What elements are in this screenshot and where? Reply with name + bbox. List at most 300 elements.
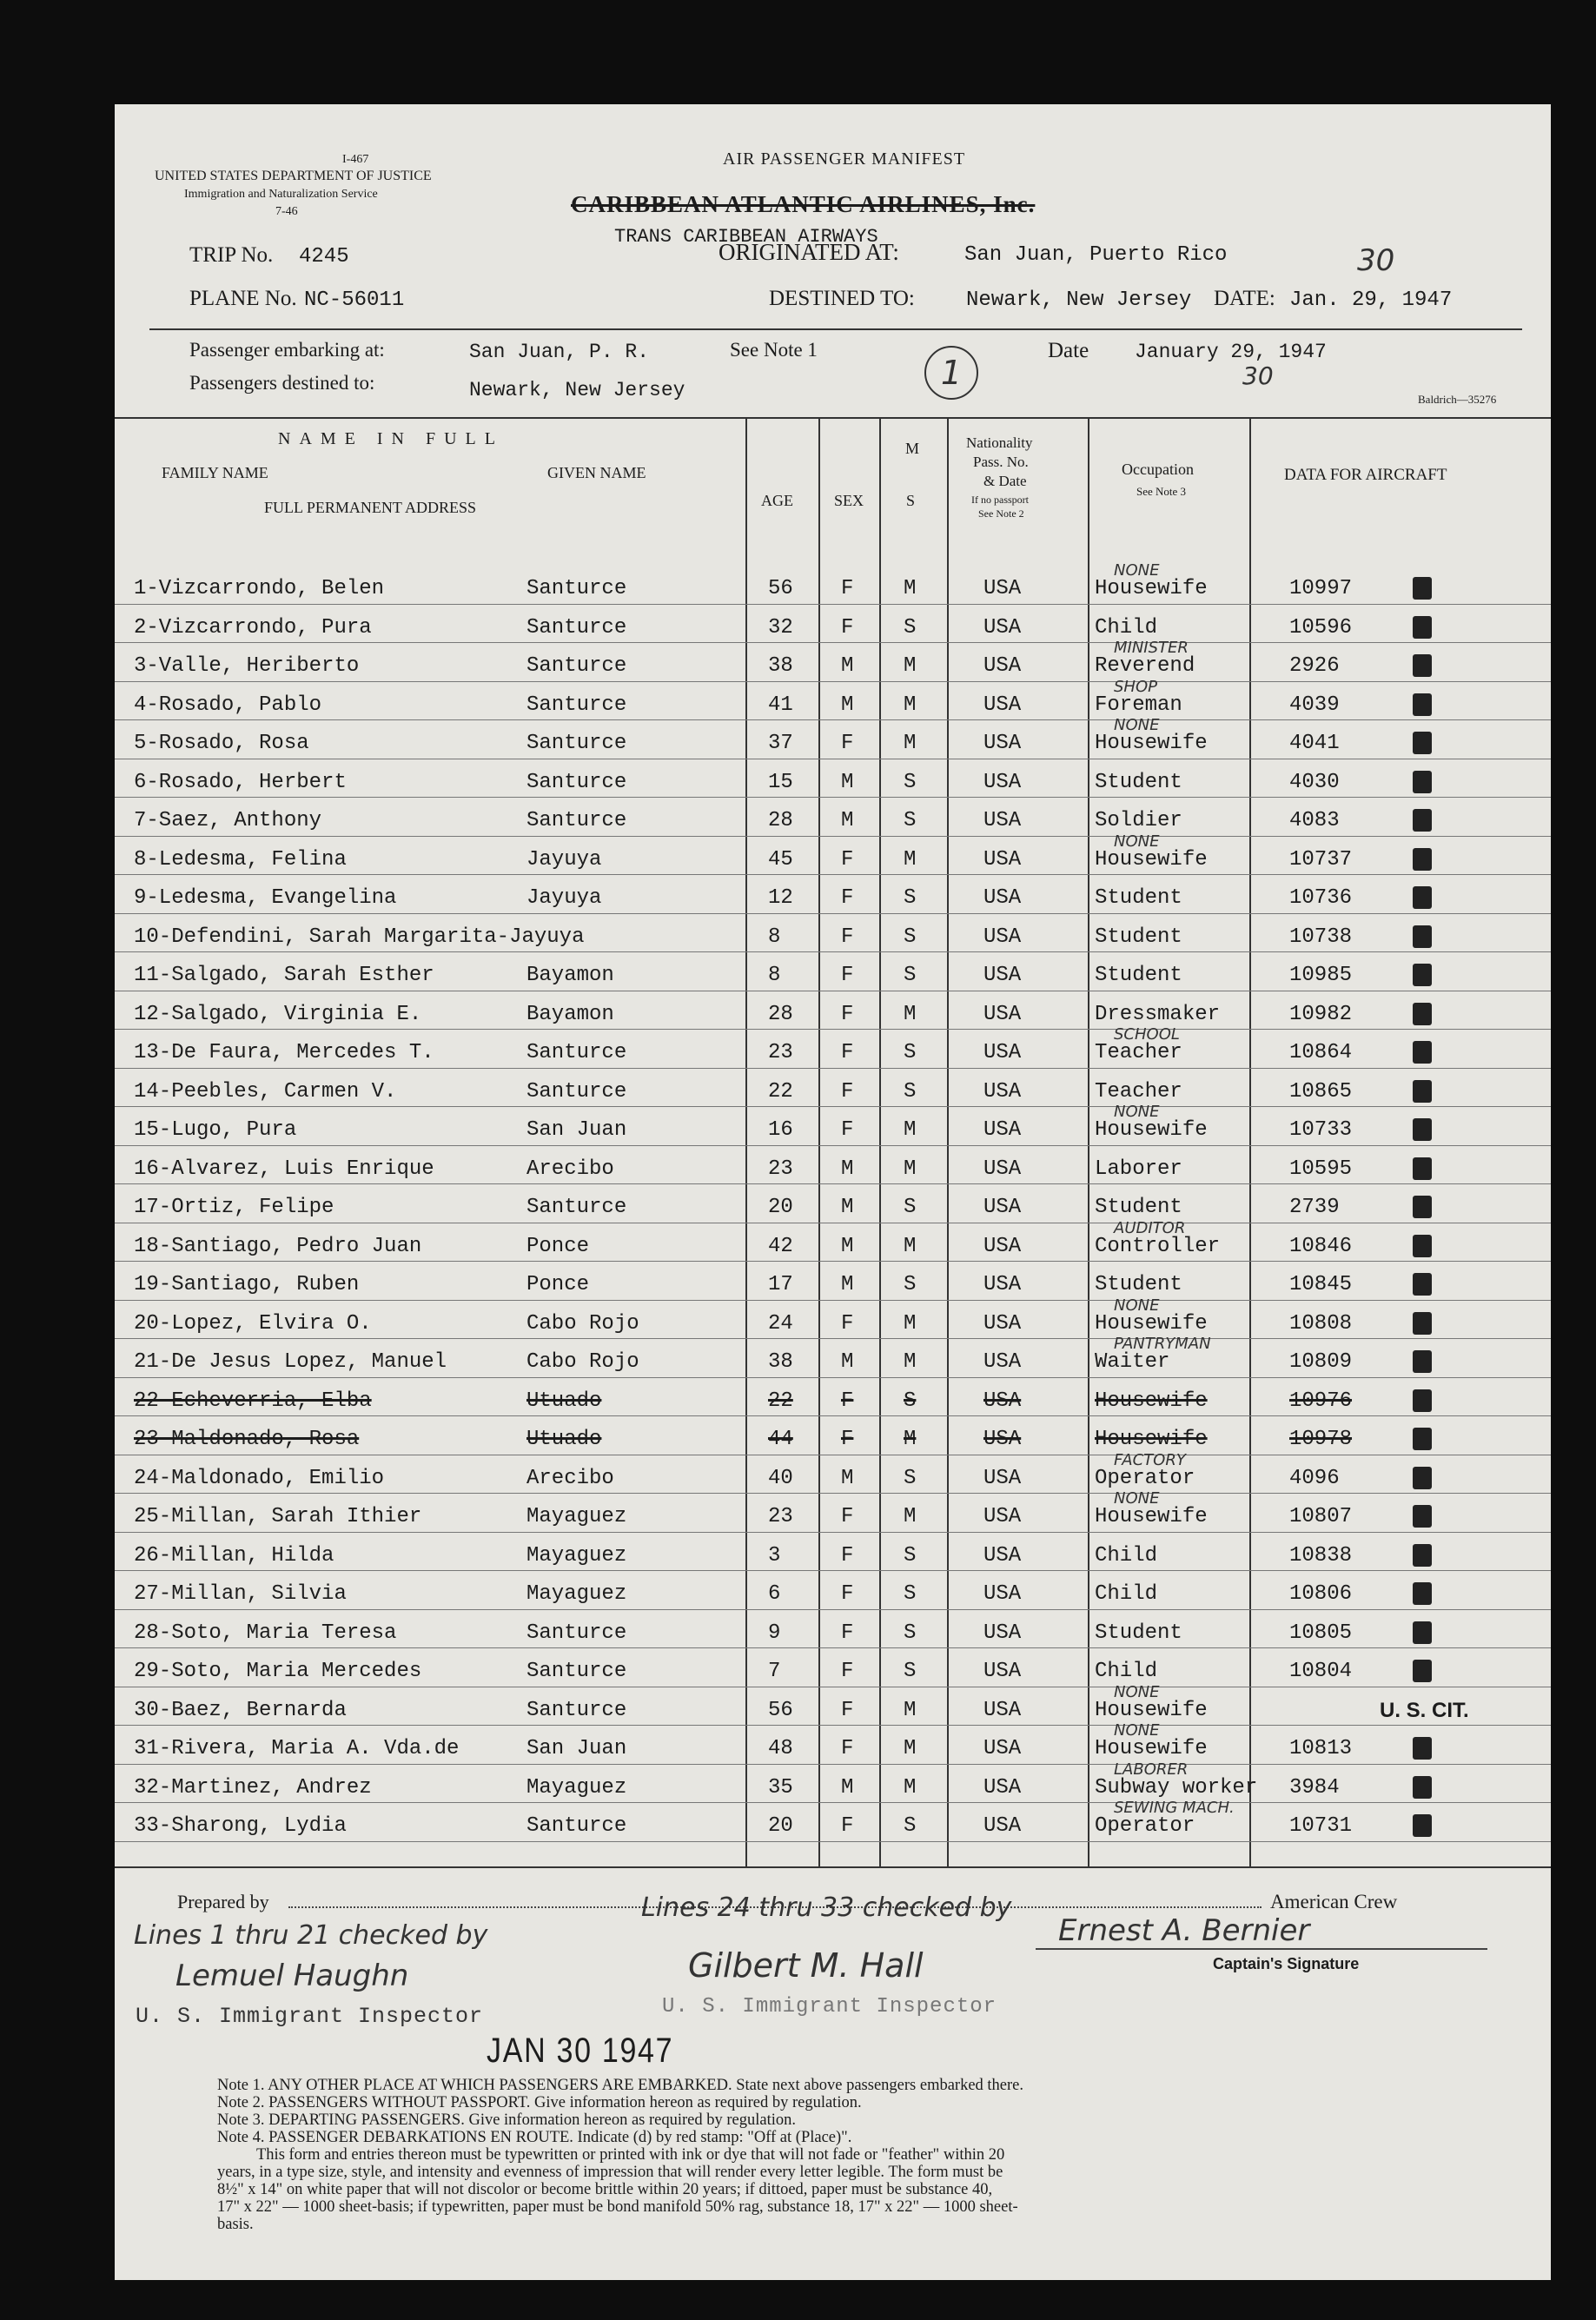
passenger-occupation: Housewife — [1095, 732, 1208, 755]
destined2-label: Passengers destined to: — [189, 372, 375, 394]
passenger-sex: M — [841, 654, 854, 678]
passenger-aircraft-data: 10595 — [1289, 1157, 1353, 1181]
originated-value: San Juan, Puerto Rico — [964, 243, 1228, 267]
passenger-nationality: USA — [983, 809, 1022, 832]
passenger-occupation: Housewife — [1095, 1737, 1208, 1760]
form-instructions-line-5: basis. — [217, 2216, 254, 2233]
passenger-occupation: Controller — [1095, 1234, 1221, 1258]
heading-occupation: Occupation — [1122, 461, 1194, 478]
passenger-address: Mayaguez — [526, 1543, 627, 1568]
handwritten-occupation-note: SEWING MACH. — [1114, 1799, 1235, 1817]
handwritten-occupation-note: LABORER — [1114, 1760, 1189, 1779]
heading-no-passport: If no passport — [971, 494, 1029, 506]
dept-line-1: UNITED STATES DEPARTMENT OF JUSTICE — [155, 169, 432, 183]
col-divider-ms — [879, 417, 881, 1866]
passenger-age: 20 — [768, 1196, 793, 1219]
handwritten-occupation-note: NONE — [1114, 832, 1160, 851]
passenger-marital-status: S — [904, 615, 917, 640]
passenger-sex: M — [841, 1157, 854, 1181]
passenger-name: 6-Rosado, Herbert — [134, 770, 347, 794]
date-label: DATE: — [1214, 287, 1275, 310]
passenger-marital-status: S — [904, 1582, 917, 1606]
passenger-sex: M — [841, 809, 854, 832]
passenger-age: 56 — [768, 1698, 793, 1722]
passenger-name: 12-Salgado, Virginia E. — [134, 1002, 422, 1026]
passenger-occupation: Foreman — [1095, 693, 1182, 717]
passenger-marital-status: M — [904, 732, 917, 755]
row-divider — [115, 1570, 1551, 1571]
passenger-sex: M — [841, 1273, 854, 1296]
passenger-aircraft-data: 10806 — [1289, 1582, 1353, 1606]
manifest-sheet — [115, 104, 1551, 2280]
inspector-signature-mid: Gilbert M. Hall — [688, 1946, 924, 1985]
passenger-marital-status: S — [904, 925, 917, 949]
passenger-nationality: USA — [983, 732, 1022, 755]
passenger-marital-status: S — [904, 809, 917, 832]
clearance-stamp-mark — [1413, 1737, 1432, 1760]
captain-signature: Ernest A. Bernier — [1058, 1913, 1310, 1948]
passenger-aircraft-data: 10737 — [1289, 847, 1353, 872]
passenger-nationality: USA — [983, 693, 1022, 717]
passenger-nationality: USA — [983, 577, 1022, 600]
passenger-aircraft-data: 10864 — [1289, 1041, 1353, 1064]
passenger-aircraft-data: 10997 — [1289, 577, 1353, 600]
passenger-marital-status: S — [904, 1814, 917, 1838]
col-divider-nat — [947, 417, 949, 1866]
passenger-sex: F — [841, 1041, 854, 1064]
passenger-name: 29-Soto, Maria Mercedes — [134, 1660, 422, 1683]
clearance-stamp-mark — [1413, 886, 1432, 909]
passenger-nationality: USA — [983, 1079, 1022, 1104]
passenger-address: Utuado — [526, 1389, 602, 1413]
passenger-occupation: Housewife — [1095, 577, 1208, 600]
row-divider — [115, 1647, 1551, 1648]
passenger-sex: F — [841, 964, 854, 987]
passenger-address: Santurce — [526, 732, 627, 755]
passenger-marital-status: S — [904, 1660, 917, 1683]
passenger-age: 8 — [768, 925, 781, 949]
inspector-stamp-left: U. S. Immigrant Inspector — [136, 2004, 484, 2029]
passenger-age: 7 — [768, 1660, 781, 1683]
form-instructions-line-3: 8½" x 14" on white paper that will not discolor or become brittle within 20 years; if dittoed, paper must be substance 40, — [217, 2181, 993, 2198]
passenger-sex: M — [841, 770, 854, 794]
passenger-sex: F — [841, 847, 854, 872]
passenger-age: 37 — [768, 732, 793, 755]
passenger-marital-status: M — [904, 1350, 917, 1374]
passenger-address: Arecibo — [526, 1466, 614, 1490]
passenger-age: 3 — [768, 1543, 781, 1568]
inspector-signature-left: Lemuel Haughn — [175, 1959, 409, 1993]
clearance-stamp-mark — [1413, 1660, 1432, 1682]
col-divider-age — [745, 417, 747, 1866]
passenger-nationality: USA — [983, 964, 1022, 987]
airline-struck: CARIBBEAN ATLANTIC AIRLINES, Inc. — [571, 191, 1036, 217]
date-stamp: JAN 30 1947 — [487, 2032, 674, 2070]
passenger-age: 23 — [768, 1041, 793, 1064]
passenger-marital-status: M — [904, 1428, 917, 1451]
passenger-occupation: Soldier — [1095, 809, 1182, 832]
passenger-age: 41 — [768, 693, 793, 717]
passenger-marital-status: S — [904, 1543, 917, 1568]
passenger-name: 30-Baez, Bernarda — [134, 1698, 347, 1722]
passenger-marital-status: S — [904, 1389, 917, 1413]
passenger-occupation: Student — [1095, 1196, 1182, 1219]
passenger-occupation: Child — [1095, 1582, 1158, 1606]
passenger-address: Santurce — [526, 1196, 627, 1219]
clearance-stamp-mark — [1413, 1041, 1432, 1064]
passenger-marital-status: M — [904, 654, 917, 678]
row-divider — [115, 1106, 1551, 1107]
captain-signature-line — [1036, 1948, 1487, 1950]
passenger-aircraft-data: 4041 — [1289, 732, 1340, 755]
passenger-sex: F — [841, 1118, 854, 1142]
passenger-nationality: USA — [983, 1234, 1022, 1258]
row-divider — [115, 1029, 1551, 1030]
passenger-address: Jayuya — [526, 886, 602, 910]
form-title: AIR PASSENGER MANIFEST — [723, 149, 966, 169]
note-4: Note 4. PASSENGER DEBARKATIONS EN ROUTE. Indicate (d) by red stamp: "Off at (Place)". — [217, 2129, 852, 2146]
passenger-age: 8 — [768, 964, 781, 987]
passenger-name: 3-Valle, Heriberto — [134, 654, 360, 678]
american-crew-label: American Crew — [1270, 1891, 1398, 1912]
passenger-sex: F — [841, 732, 854, 755]
handwritten-occupation-note: MINISTER — [1114, 639, 1189, 657]
handwritten-occupation-note: NONE — [1114, 716, 1160, 734]
passenger-occupation: Dressmaker — [1095, 1002, 1221, 1026]
passenger-nationality: USA — [983, 1543, 1022, 1568]
passenger-occupation: Student — [1095, 770, 1182, 794]
passenger-marital-status: S — [904, 1041, 917, 1064]
passenger-name: 27-Millan, Silvia — [134, 1582, 347, 1606]
passenger-nationality: USA — [983, 1350, 1022, 1374]
row-divider — [115, 1493, 1551, 1494]
row-divider — [115, 1532, 1551, 1533]
passenger-marital-status: M — [904, 1234, 917, 1258]
passenger-address: Cabo Rojo — [526, 1311, 639, 1336]
passenger-address: Santurce — [526, 1698, 627, 1722]
passenger-nationality: USA — [983, 1621, 1022, 1645]
handwritten-date-correction: 30 — [1357, 243, 1395, 278]
clearance-stamp-mark — [1413, 771, 1432, 793]
passenger-age: 23 — [768, 1505, 793, 1528]
passenger-occupation: Child — [1095, 615, 1158, 640]
header-divider — [149, 328, 1522, 330]
row-divider — [115, 681, 1551, 682]
clearance-stamp-mark — [1413, 1118, 1432, 1141]
passenger-age: 23 — [768, 1157, 793, 1181]
passenger-nationality: USA — [983, 615, 1022, 640]
passenger-occupation: Student — [1095, 1621, 1182, 1645]
printer-code: Baldrich—35276 — [1418, 393, 1497, 406]
handwritten-occupation-note: NONE — [1114, 1682, 1160, 1701]
passenger-sex: F — [841, 1582, 854, 1606]
passenger-occupation: Student — [1095, 964, 1182, 987]
passenger-aircraft-data: 4096 — [1289, 1466, 1340, 1490]
passenger-sex: F — [841, 1389, 854, 1413]
passenger-marital-status: M — [904, 693, 917, 717]
passenger-aircraft-data: 10808 — [1289, 1311, 1353, 1336]
handwritten-occupation-note: FACTORY — [1114, 1450, 1186, 1469]
passenger-name: 13-De Faura, Mercedes T. — [134, 1041, 434, 1064]
passenger-occupation: Teacher — [1095, 1041, 1182, 1064]
passenger-aircraft-data: 10738 — [1289, 925, 1353, 949]
heading-nationality: Nationality — [966, 434, 1033, 451]
date2-label: Date — [1048, 339, 1089, 362]
col-divider-sex — [818, 417, 820, 1866]
passenger-age: 28 — [768, 809, 793, 832]
passenger-marital-status: M — [904, 1698, 917, 1722]
trip-label: TRIP No. — [189, 243, 274, 267]
row-divider — [115, 642, 1551, 643]
circled-page-number: 1 — [924, 346, 978, 400]
plane-label: PLANE No. — [189, 287, 297, 310]
form-notes — [217, 2077, 1023, 2233]
row-divider — [115, 1145, 1551, 1146]
row-divider — [115, 951, 1551, 952]
passenger-marital-status: S — [904, 1466, 917, 1490]
passenger-address: Cabo Rojo — [526, 1350, 639, 1374]
passenger-occupation: Operator — [1095, 1466, 1195, 1490]
passenger-name: 31-Rivera, Maria A. Vda.de — [134, 1737, 460, 1760]
row-divider — [115, 1183, 1551, 1184]
passenger-name: 20-Lopez, Elvira O. — [134, 1311, 372, 1336]
row-divider — [115, 1300, 1551, 1301]
clearance-stamp-mark — [1413, 809, 1432, 832]
passenger-aircraft-data: 10736 — [1289, 886, 1353, 910]
passenger-nationality: USA — [983, 1775, 1022, 1800]
passenger-address: Mayaguez — [526, 1775, 627, 1800]
passenger-address: Bayamon — [526, 1002, 614, 1026]
passenger-name: 11-Salgado, Sarah Esther — [134, 964, 434, 987]
passenger-age: 48 — [768, 1737, 793, 1760]
passenger-address: Santurce — [526, 577, 627, 600]
passenger-nationality: USA — [983, 1041, 1022, 1064]
clearance-stamp-mark — [1413, 1467, 1432, 1489]
prepared-by-label: Prepared by — [177, 1891, 269, 1912]
passenger-marital-status: M — [904, 1505, 917, 1528]
passenger-aircraft-data: 2926 — [1289, 654, 1340, 678]
passenger-aircraft-data: 10733 — [1289, 1118, 1353, 1142]
row-divider — [115, 1725, 1551, 1726]
passenger-sex: F — [841, 1543, 854, 1568]
clearance-stamp-mark — [1413, 1080, 1432, 1103]
passenger-marital-status: S — [904, 964, 917, 987]
passenger-marital-status: M — [904, 1311, 917, 1336]
passenger-name: 22-Echeverria, Elba — [134, 1389, 372, 1413]
passenger-occupation: Housewife — [1095, 1311, 1208, 1336]
passenger-sex: F — [841, 1002, 854, 1026]
passenger-sex: F — [841, 1660, 854, 1683]
passenger-sex: M — [841, 1775, 854, 1800]
clearance-stamp-mark — [1413, 577, 1432, 600]
passenger-aircraft-data: 10865 — [1289, 1079, 1353, 1104]
clearance-stamp-mark — [1413, 1196, 1432, 1218]
passenger-age: 24 — [768, 1311, 793, 1336]
passenger-marital-status: M — [904, 1118, 917, 1142]
passenger-aircraft-data: 10809 — [1289, 1350, 1353, 1374]
trip-value: 4245 — [299, 245, 349, 268]
handwritten-occupation-note: NONE — [1114, 1721, 1160, 1740]
passenger-name: 15-Lugo, Pura — [134, 1118, 297, 1142]
passenger-age: 9 — [768, 1621, 781, 1645]
form-instructions-line-4: 17" x 22" — 1000 sheet-basis; if typewritten, paper must be bond manifold 50% rag, substance 18, 17" x 22" — 1000 sheet- — [217, 2198, 1018, 2216]
heading-family-name: FAMILY NAME — [162, 464, 268, 481]
form-code: I-467 — [342, 153, 369, 166]
passenger-sex: F — [841, 577, 854, 600]
clearance-stamp-mark — [1413, 1273, 1432, 1296]
passenger-marital-status: S — [904, 1621, 917, 1645]
passenger-address: Mayaguez — [526, 1582, 627, 1606]
passenger-aircraft-data: 4083 — [1289, 809, 1340, 832]
heading-pass-date: & Date — [983, 473, 1027, 489]
clearance-stamp-mark — [1413, 693, 1432, 716]
passenger-age: 38 — [768, 1350, 793, 1374]
passenger-nationality: USA — [983, 847, 1022, 872]
passenger-address: Santurce — [526, 654, 627, 678]
embarking-label: Passenger embarking at: — [189, 339, 385, 361]
originated-label: ORIGINATED AT: — [719, 239, 899, 265]
passenger-aircraft-data: 10804 — [1289, 1660, 1353, 1683]
row-divider — [115, 1338, 1551, 1339]
passenger-name: 18-Santiago, Pedro Juan — [134, 1234, 422, 1258]
passenger-name: 28-Soto, Maria Teresa — [134, 1621, 397, 1645]
passenger-address: Ponce — [526, 1234, 590, 1258]
passenger-aircraft-data: 10596 — [1289, 615, 1353, 640]
passenger-sex: M — [841, 1196, 854, 1219]
heading-see-note-2: See Note 2 — [978, 507, 1024, 520]
row-divider — [115, 1764, 1551, 1765]
passenger-marital-status: S — [904, 1273, 917, 1296]
form-instructions-line-2: years, in a type size, style, and intensity and evenness of impression that will render every letter legible. The form must be — [217, 2164, 1003, 2181]
handwritten-occupation-note: NONE — [1114, 1489, 1160, 1508]
clearance-stamp-mark — [1413, 732, 1432, 754]
airline-name: TRANS CARIBBEAN AIRWAYS — [614, 226, 878, 248]
passenger-name: 24-Maldonado, Emilio — [134, 1466, 385, 1490]
col-divider-occ — [1088, 417, 1089, 1866]
passenger-sex: F — [841, 1814, 854, 1838]
heading-see-note-3: See Note 3 — [1136, 485, 1187, 498]
clearance-stamp-mark — [1413, 1389, 1432, 1412]
destined-value: Newark, New Jersey — [966, 288, 1192, 312]
handwritten-occupation-note: SHOP — [1114, 677, 1157, 696]
captain-signature-label: Captain's Signature — [1213, 1955, 1360, 1972]
row-divider — [115, 719, 1551, 720]
row-divider — [115, 1841, 1551, 1842]
passenger-aircraft-data: 10807 — [1289, 1505, 1353, 1528]
passenger-address: Santurce — [526, 1660, 627, 1683]
passenger-marital-status: S — [904, 770, 917, 794]
passenger-occupation: Housewife — [1095, 847, 1208, 872]
passenger-marital-status: S — [904, 886, 917, 910]
passenger-marital-status: M — [904, 577, 917, 600]
passenger-address: Ponce — [526, 1273, 590, 1296]
passenger-marital-status: S — [904, 1079, 917, 1104]
passenger-age: 22 — [768, 1389, 793, 1413]
passenger-name: 25-Millan, Sarah Ithier — [134, 1505, 422, 1528]
passenger-nationality: USA — [983, 1311, 1022, 1336]
plane-value: NC-56011 — [304, 288, 405, 312]
passenger-name: 8-Ledesma, Felina — [134, 847, 347, 872]
clearance-stamp-mark — [1413, 964, 1432, 986]
passenger-age: 16 — [768, 1118, 793, 1142]
passenger-address: San Juan — [526, 1737, 627, 1760]
passenger-aircraft-data: 10805 — [1289, 1621, 1353, 1645]
passenger-sex: F — [841, 615, 854, 640]
col-divider-data — [1249, 417, 1251, 1866]
row-divider — [115, 1415, 1551, 1416]
passenger-aircraft-data: 10845 — [1289, 1273, 1353, 1296]
passenger-age: 22 — [768, 1079, 793, 1104]
passenger-address: Santurce — [526, 770, 627, 794]
embarking-value: San Juan, P. R. — [469, 341, 650, 363]
passenger-nationality: USA — [983, 654, 1022, 678]
passenger-age: 56 — [768, 577, 793, 600]
passenger-age: 32 — [768, 615, 793, 640]
passenger-name: 17-Ortiz, Felipe — [134, 1196, 334, 1219]
handwritten-check-note-mid: Lines 24 thru 33 checked by — [641, 1892, 1012, 1923]
passenger-occupation: Subway worker — [1095, 1775, 1258, 1800]
clearance-stamp-mark — [1413, 1003, 1432, 1025]
passenger-name: 23-Maldonado, Rosa — [134, 1428, 360, 1451]
passenger-name: 1-Vizcarrondo, Belen — [134, 577, 385, 600]
passenger-name: 32-Martinez, Andrez — [134, 1775, 372, 1800]
row-divider — [115, 1068, 1551, 1069]
passenger-nationality: USA — [983, 1814, 1022, 1838]
passenger-aircraft-data: 10813 — [1289, 1737, 1353, 1760]
handwritten-occupation-note: SCHOOL — [1114, 1025, 1180, 1044]
row-divider — [115, 797, 1551, 798]
passenger-age: 20 — [768, 1814, 793, 1838]
passenger-occupation: Teacher — [1095, 1079, 1182, 1104]
passenger-sex: F — [841, 925, 854, 949]
clearance-stamp-mark — [1413, 1235, 1432, 1257]
row-divider — [115, 1377, 1551, 1378]
passenger-sex: F — [841, 1428, 854, 1451]
passenger-aircraft-data: 10978 — [1289, 1428, 1353, 1451]
inspector-stamp-mid: U. S. Immigrant Inspector — [662, 1995, 997, 2018]
passenger-occupation: Waiter — [1095, 1350, 1170, 1374]
passenger-occupation: Housewife — [1095, 1428, 1208, 1451]
passenger-age: 38 — [768, 654, 793, 678]
passenger-name: 33-Sharong, Lydia — [134, 1814, 347, 1838]
passenger-marital-status: M — [904, 847, 917, 872]
heading-ms-m: M — [905, 440, 920, 457]
passenger-address: Arecibo — [526, 1157, 614, 1181]
passenger-aircraft-data: 4039 — [1289, 693, 1340, 717]
row-divider — [115, 604, 1551, 605]
passenger-nationality: USA — [983, 770, 1022, 794]
clearance-stamp-mark — [1413, 616, 1432, 639]
passenger-occupation: Child — [1095, 1543, 1158, 1568]
passenger-nationality: USA — [983, 1737, 1022, 1760]
clearance-stamp-mark — [1413, 1312, 1432, 1335]
clearance-stamp-mark — [1413, 1776, 1432, 1799]
handwritten-occupation-note: AUDITOR — [1114, 1218, 1186, 1237]
passenger-nationality: USA — [983, 1002, 1022, 1026]
passenger-marital-status: M — [904, 1737, 917, 1760]
handwritten-occupation-note: NONE — [1114, 561, 1160, 580]
heading-sex: SEX — [834, 492, 864, 509]
passenger-nationality: USA — [983, 1196, 1022, 1219]
passenger-name: 2-Vizcarrondo, Pura — [134, 615, 372, 640]
date2-value: January 29, 1947 — [1135, 341, 1327, 363]
handwritten-occupation-note: PANTRYMAN — [1114, 1335, 1211, 1353]
row-divider — [115, 836, 1551, 837]
passenger-occupation: Reverend — [1095, 654, 1195, 678]
handwritten-date2-correction: 30 — [1242, 361, 1274, 390]
date-value: Jan. 29, 1947 — [1289, 288, 1453, 312]
passenger-nationality: USA — [983, 1466, 1022, 1490]
